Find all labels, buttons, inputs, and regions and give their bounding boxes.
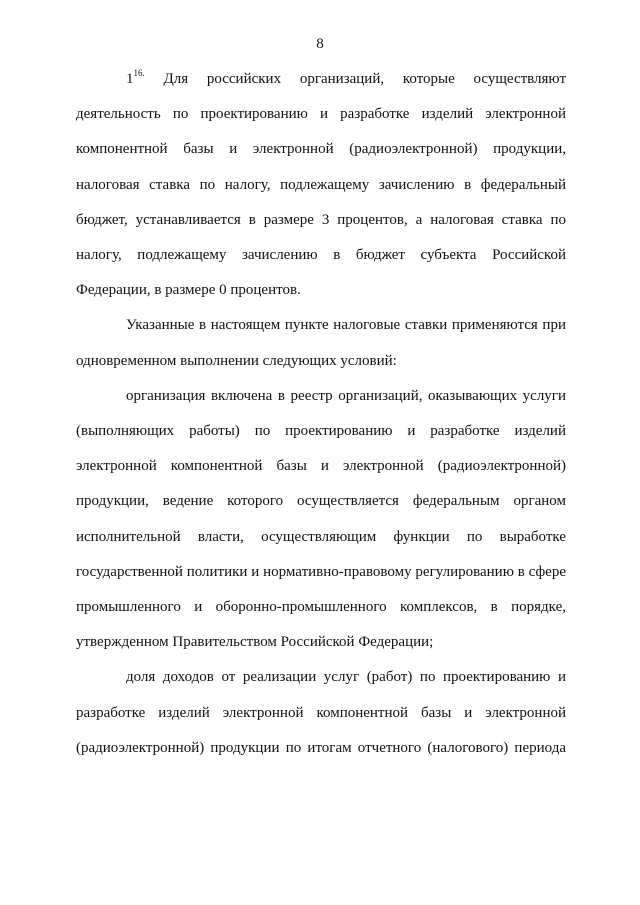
paragraph-number-superscript: 16. bbox=[133, 68, 145, 78]
paragraph-conditions-intro: Указанные в настоящем пункте налоговые ставки применяются при одновременном выполнении следующих условий: bbox=[76, 317, 566, 369]
paragraph-income-share-condition: доля доходов от реализации услуг (работ) по проектированию и разработке изделий электронной компонентной базы и электронной (радиоэлектронной) продукции по итогам отчетного (налогового) периода bbox=[76, 669, 566, 756]
paragraph-tax-rate bbox=[76, 62, 566, 308]
document-body bbox=[76, 62, 566, 766]
paragraph-tax-rate-text: Для российских организаций, которые осуществляют деятельность по проектированию и разработке изделий электронной компонентной базы и электронной (радиоэлектронной) продукции, налоговая ставка по налогу, подлежащему зачислению в федеральный бюджет, устанавливается в размере 3 процентов, а налоговая ставка по налогу, подлежащему зачислению в бюджет субъекта Российской Федерации, в размере 0 процентов. bbox=[76, 71, 566, 299]
paragraph-registry-condition: организация включена в реестр организаций, оказывающих услуги (выполняющих работы) по проектированию и разработке изделий электронной компонентной базы и электронной (радиоэлектронной) продукции, ведение которого осуществляется федеральным органом исполнительной власти, осуществляющим функции по выработке государственной политики и нормативно-правовому регулированию в сфере промышленного и оборонно-промышленного комплексов, в порядке, утвержденном Правительством Российской Федерации; bbox=[76, 387, 566, 651]
page-number: 8 bbox=[316, 36, 324, 52]
paragraph-number: 1 bbox=[126, 71, 134, 87]
